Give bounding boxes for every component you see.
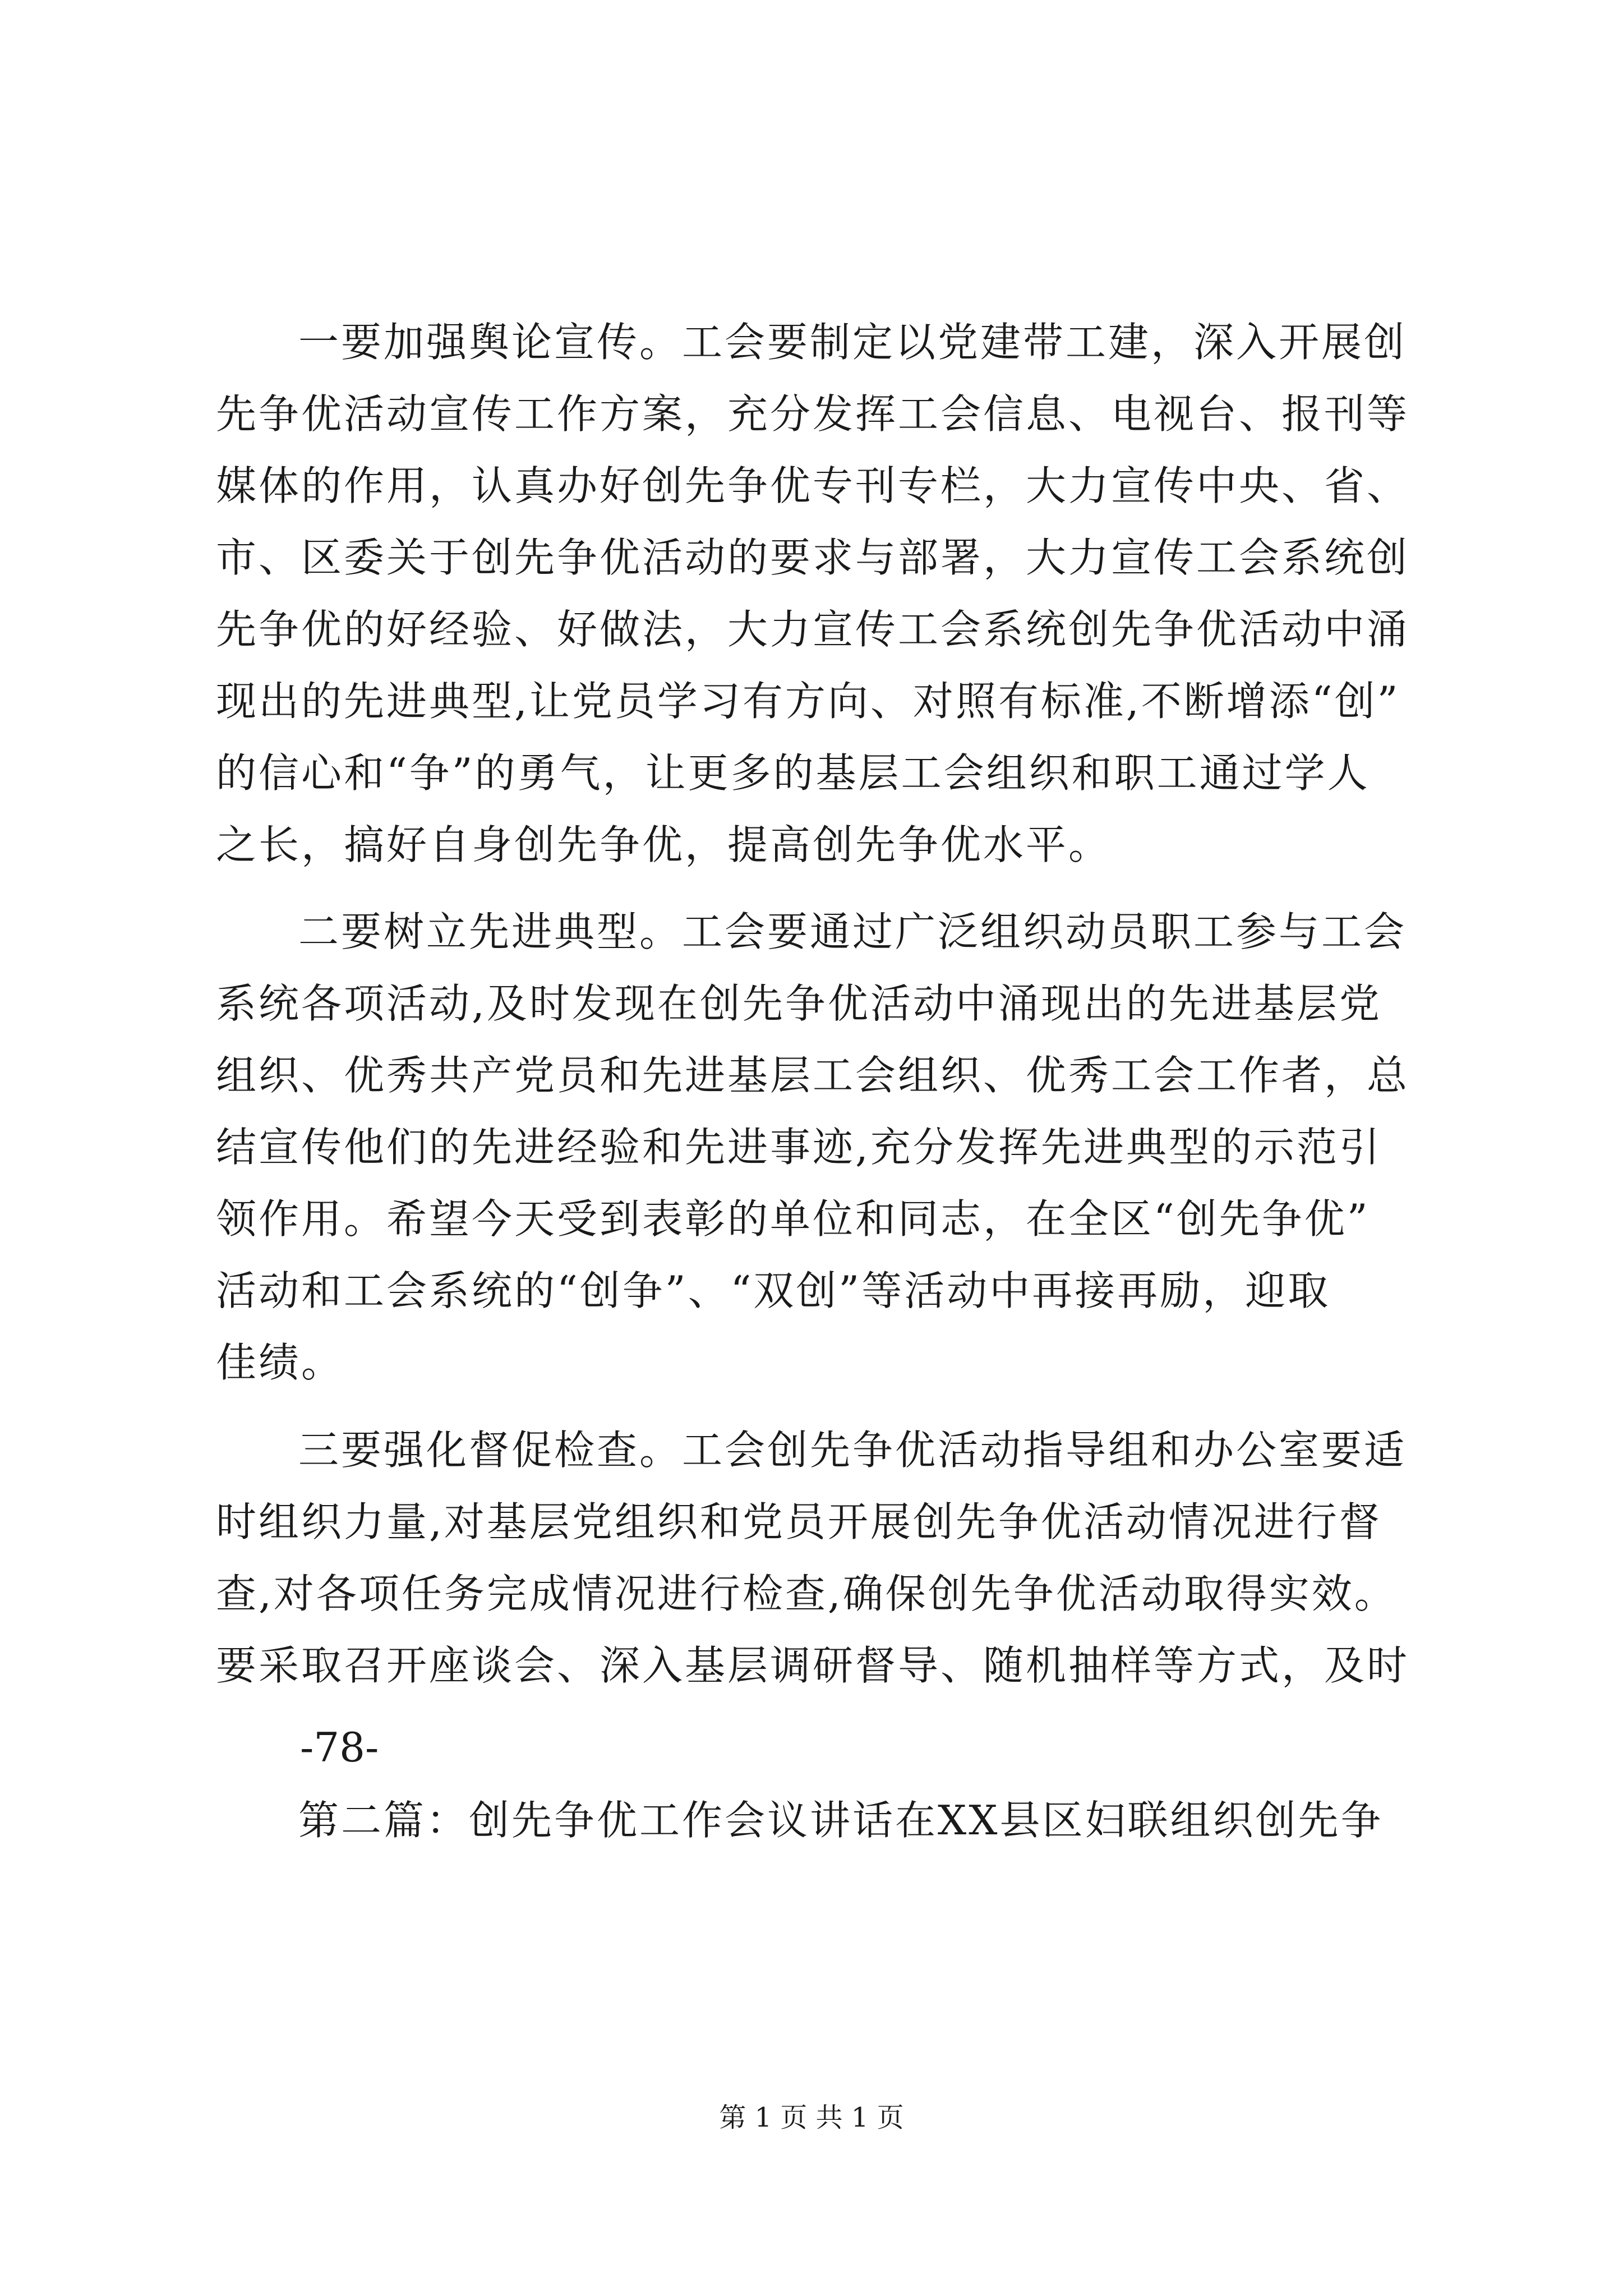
paragraph-3-line-3: 查,对各项任务完成情况进行检查,确保创先争优活动取得实效。 xyxy=(216,1570,1397,1617)
paragraph-1-line-6: 现出的先进典型,让党员学习有方向、对照有标准,不断增添“创” xyxy=(216,678,1400,725)
paragraph-1-line-1: 一要加强舆论宣传。工会要制定以党建带工建，深入开展创 xyxy=(298,319,1407,366)
paragraph-2-line-4: 结宣传他们的先进经验和先进事迹,充分发挥先进典型的示范引 xyxy=(216,1124,1382,1171)
paragraph-3-line-1: 三要强化督促检查。工会创先争优活动指导组和办公室要适 xyxy=(298,1427,1407,1474)
paragraph-3-line-2: 时组织力量,对基层党组织和党员开展创先争优活动情况进行督 xyxy=(216,1498,1382,1545)
paragraph-3-line-4: 要采取召开座谈会、深入基层调研督导、随机抽样等方式，及时 xyxy=(216,1642,1410,1689)
next-section-title: 第二篇：创先争优工作会议讲话在XX县区妇联组织创先争 xyxy=(298,1797,1384,1844)
paragraph-2-line-2: 系统各项活动,及时发现在创先争优活动中涌现出的先进基层党 xyxy=(216,980,1382,1027)
paragraph-1-line-8: 之长，搞好自身创先争优，提高创先争优水平。 xyxy=(216,821,1112,868)
paragraph-2-line-5: 领作用。希望今天受到表彰的单位和同志，在全区“创先争优” xyxy=(216,1195,1370,1243)
paragraph-1-line-7: 的信心和“争”的勇气，让更多的基层工会组织和职工通过学人 xyxy=(216,749,1370,797)
paragraph-1-line-3: 媒体的作用，认真办好创先争优专刊专栏，大力宣传中央、省、 xyxy=(216,462,1410,509)
paragraph-1-line-5: 先争优的好经验、好做法，大力宣传工会系统创先争优活动中涌 xyxy=(216,606,1410,653)
paragraph-1-line-2: 先争优活动宣传工作方案，充分发挥工会信息、电视台、报刊等 xyxy=(216,390,1410,438)
paragraph-2-line-3: 组织、优秀共产党员和先进基层工会组织、优秀工会工作者，总 xyxy=(216,1052,1410,1099)
page-footer: 第 1 页 共 1 页 xyxy=(719,2102,904,2133)
paragraph-1-line-4: 市、区委关于创先争优活动的要求与部署，大力宣传工会系统创 xyxy=(216,534,1410,581)
paragraph-2-line-1: 二要树立先进典型。工会要通过广泛组织动员职工参与工会 xyxy=(298,908,1407,955)
paragraph-2-line-7: 佳绩。 xyxy=(216,1339,344,1386)
inline-page-number: -78- xyxy=(300,1724,379,1771)
paragraph-2-line-6: 活动和工会系统的“创争”、“双创”等活动中再接再励，迎取 xyxy=(216,1267,1331,1314)
